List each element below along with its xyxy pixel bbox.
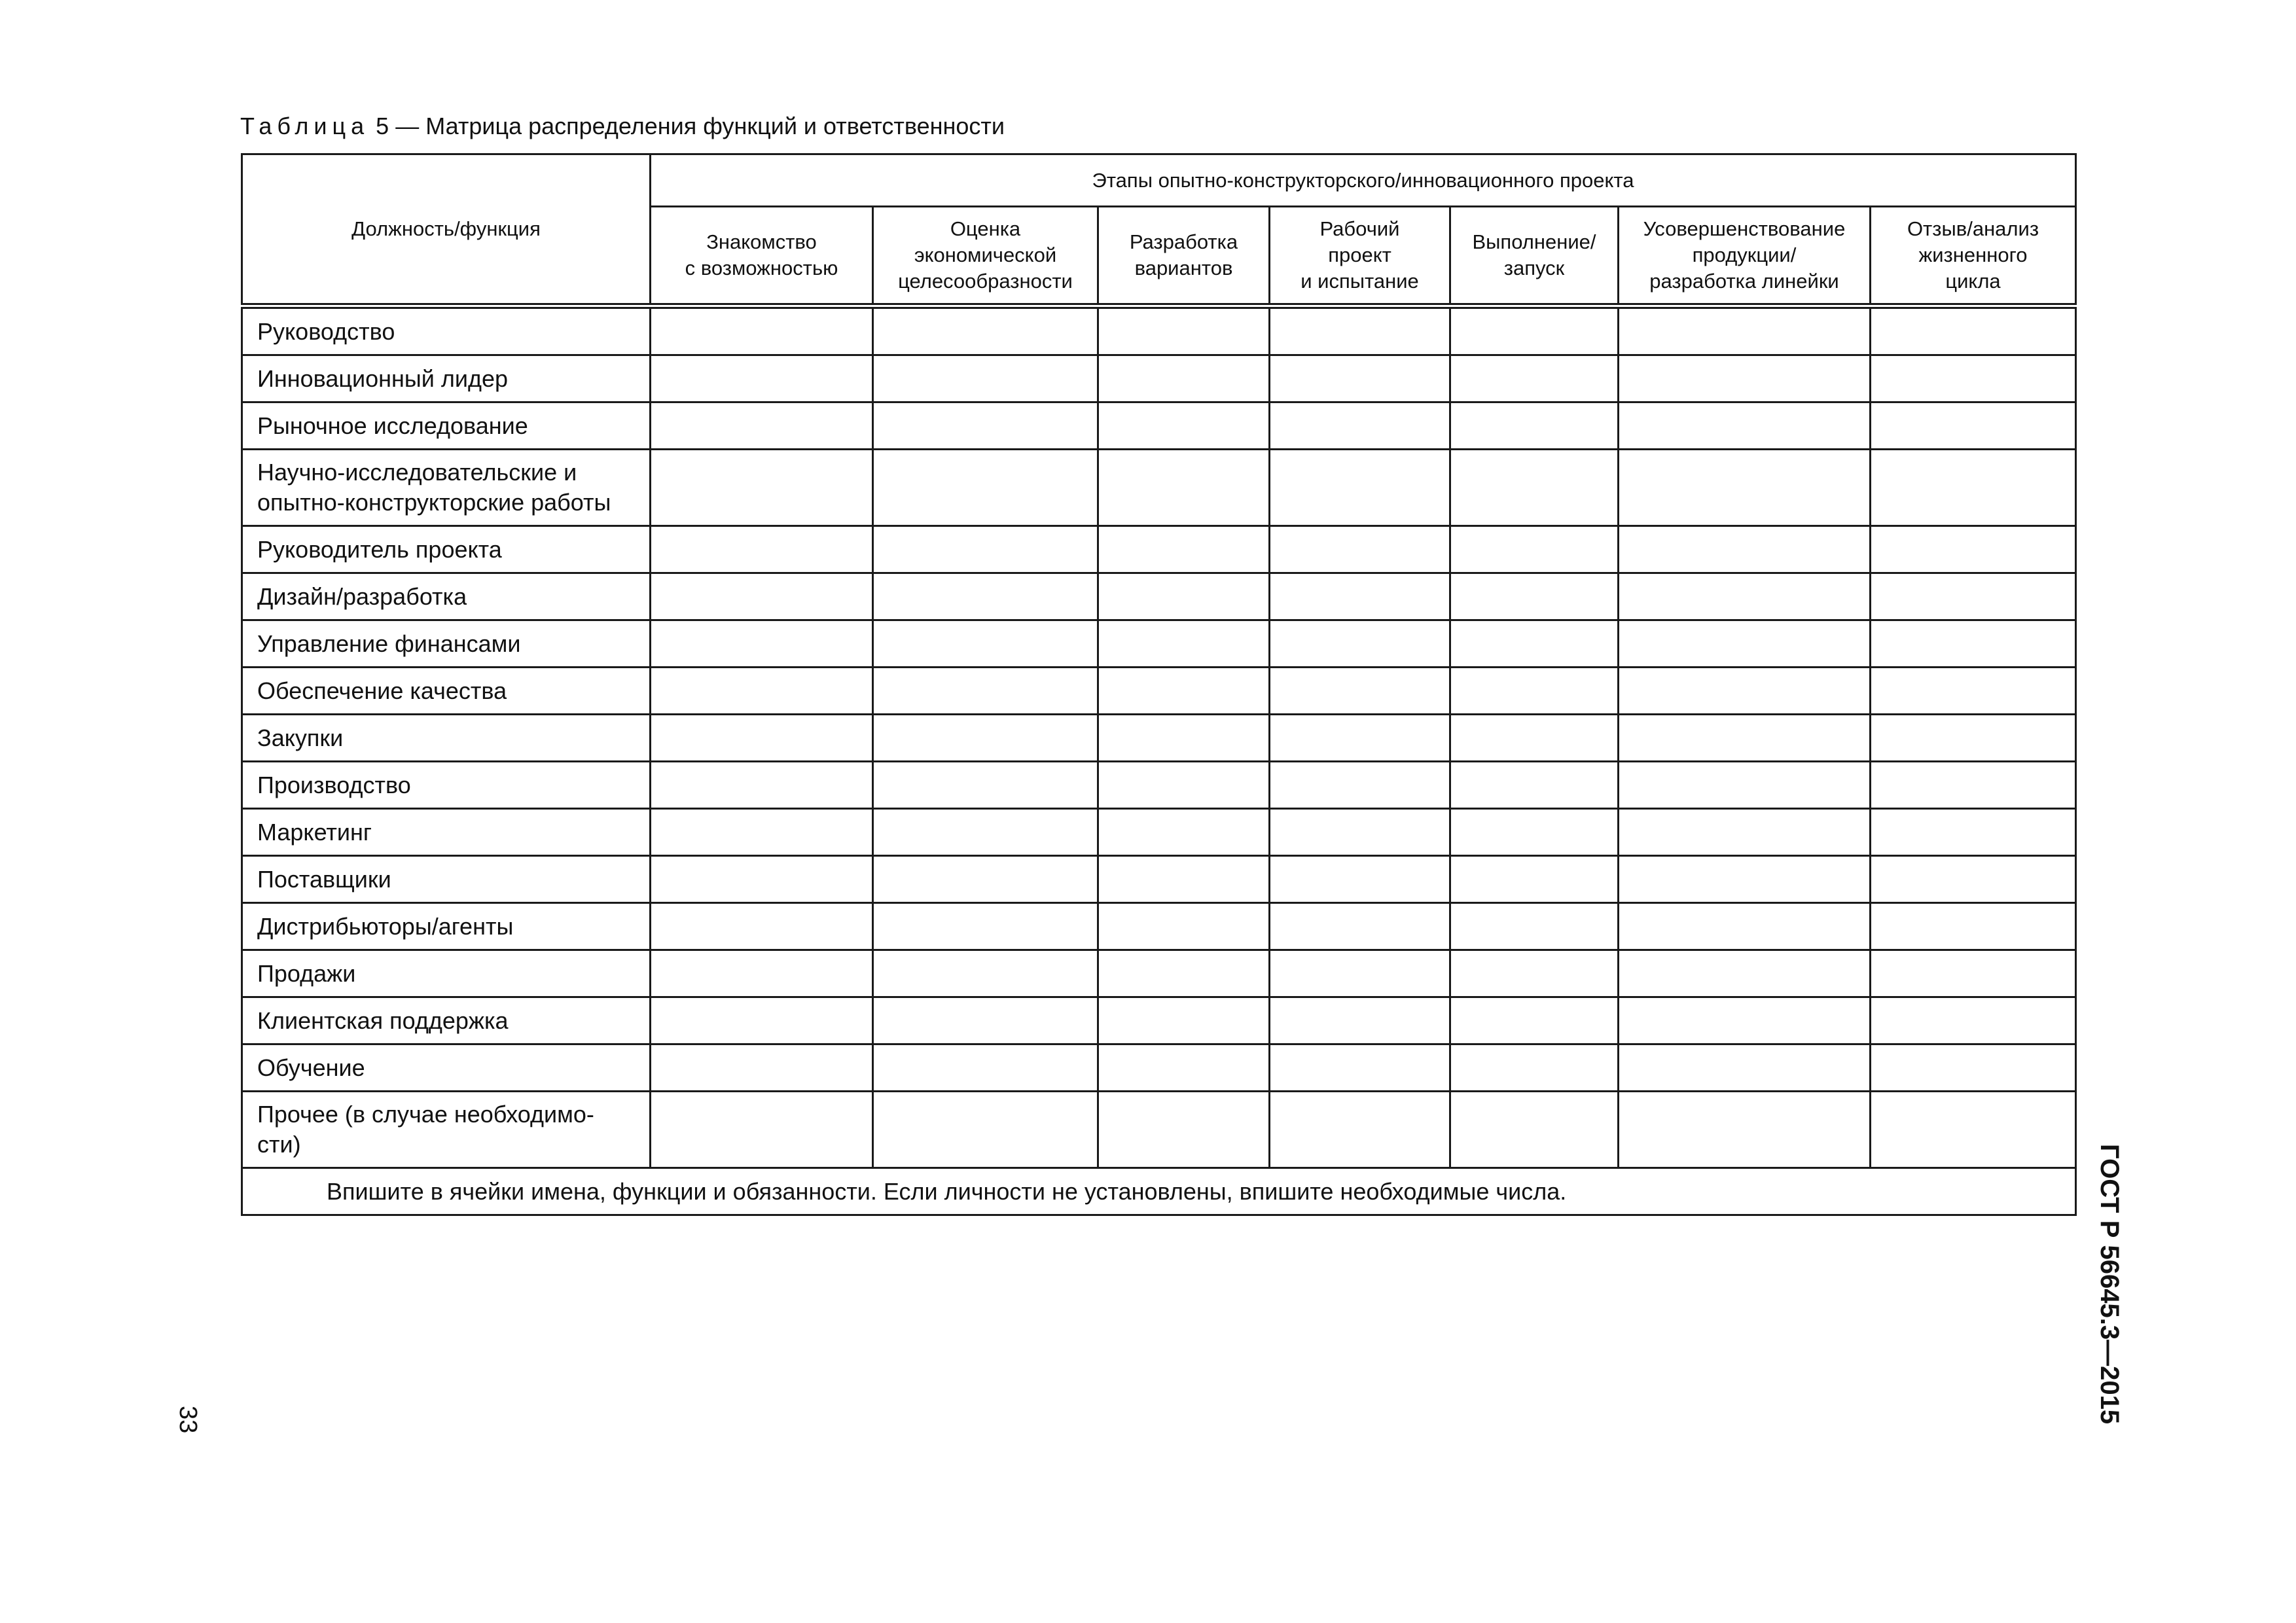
table-row <box>242 715 2076 762</box>
stage-header-cell <box>1450 207 1619 306</box>
function-label: Дизайн/разработка <box>257 582 467 610</box>
function-cell <box>242 668 651 715</box>
function-cell <box>242 950 651 997</box>
matrix-entry-cell[interactable] <box>873 950 1098 997</box>
stage-header-cell <box>1098 207 1270 306</box>
function-cell <box>242 620 651 668</box>
matrix-entry-cell[interactable] <box>873 715 1098 762</box>
function-label: Управление финансами <box>257 630 521 657</box>
function-label: Обучение <box>257 1054 365 1081</box>
matrix-entry-cell[interactable] <box>873 306 1098 355</box>
matrix-entry-cell[interactable] <box>651 402 873 450</box>
matrix-entry-cell[interactable] <box>1871 620 2076 668</box>
function-cell <box>242 1044 651 1092</box>
matrix-entry-cell[interactable] <box>1270 573 1450 620</box>
matrix-entry-cell[interactable] <box>1098 402 1270 450</box>
table-row <box>242 450 2076 526</box>
function-cell <box>242 573 651 620</box>
function-cell <box>242 715 651 762</box>
matrix-entry-cell[interactable] <box>1270 526 1450 573</box>
stages-group-header-label: Этапы опытно-конструкторского/инновационного проекта <box>1092 168 1634 192</box>
matrix-entry-cell[interactable] <box>651 668 873 715</box>
function-label: Маркетинг <box>257 818 372 846</box>
matrix-entry-cell[interactable] <box>1098 997 1270 1044</box>
matrix-entry-cell[interactable] <box>1450 526 1619 573</box>
stage-header-line: вариантов <box>1134 257 1233 279</box>
table-caption-label: Таблица <box>240 113 370 139</box>
stages-group-header-cell <box>651 154 2076 207</box>
matrix-entry-cell[interactable] <box>1270 450 1450 526</box>
matrix-entry-cell[interactable] <box>1871 355 2076 402</box>
function-label: Научно-исследовательские и <box>257 459 577 486</box>
matrix-entry-cell[interactable] <box>1270 856 1450 903</box>
matrix-entry-cell[interactable] <box>1450 402 1619 450</box>
matrix-entry-cell[interactable] <box>1270 997 1450 1044</box>
function-label: Инновационный лидер <box>257 365 509 392</box>
matrix-entry-cell[interactable] <box>1619 526 1871 573</box>
matrix-entry-cell[interactable] <box>873 355 1098 402</box>
function-label: сти) <box>257 1131 301 1158</box>
table-row <box>242 620 2076 668</box>
function-label: Руководство <box>257 317 395 345</box>
matrix-entry-cell[interactable] <box>651 1044 873 1092</box>
matrix-entry-cell[interactable] <box>1450 573 1619 620</box>
matrix-entry-cell[interactable] <box>1098 715 1270 762</box>
matrix-entry-cell[interactable] <box>1270 620 1450 668</box>
matrix-entry-cell[interactable] <box>1098 1044 1270 1092</box>
matrix-entry-cell[interactable] <box>1871 526 2076 573</box>
matrix-entry-cell[interactable] <box>1270 1044 1450 1092</box>
matrix-entry-cell[interactable] <box>1619 950 1871 997</box>
function-cell <box>242 355 651 402</box>
matrix-entry-cell[interactable] <box>1098 950 1270 997</box>
matrix-entry-cell[interactable] <box>651 950 873 997</box>
matrix-entry-cell[interactable] <box>1450 997 1619 1044</box>
matrix-entry-cell[interactable] <box>873 997 1098 1044</box>
stage-header-line: Разработка <box>1129 230 1238 253</box>
matrix-entry-cell[interactable] <box>1098 573 1270 620</box>
matrix-entry-cell[interactable] <box>1098 762 1270 809</box>
table-row <box>242 997 2076 1044</box>
matrix-entry-cell[interactable] <box>1619 903 1871 950</box>
table-footnote-row <box>242 1168 2076 1215</box>
matrix-entry-cell[interactable] <box>651 762 873 809</box>
matrix-entry-cell[interactable] <box>873 762 1098 809</box>
matrix-entry-cell[interactable] <box>651 573 873 620</box>
function-cell <box>242 450 651 526</box>
matrix-entry-cell[interactable] <box>1270 402 1450 450</box>
matrix-entry-cell[interactable] <box>651 997 873 1044</box>
matrix-entry-cell[interactable] <box>1619 668 1871 715</box>
stage-header-line: Оценка <box>950 217 1021 240</box>
matrix-entry-cell[interactable] <box>1450 809 1619 856</box>
matrix-entry-cell[interactable] <box>873 526 1098 573</box>
matrix-entry-cell[interactable] <box>1098 620 1270 668</box>
stage-header-line: Знакомство <box>706 230 817 253</box>
matrix-entry-cell[interactable] <box>1450 950 1619 997</box>
matrix-entry-cell[interactable] <box>873 668 1098 715</box>
table-row <box>242 306 2076 355</box>
matrix-entry-cell[interactable] <box>1619 450 1871 526</box>
matrix-entry-cell[interactable] <box>873 450 1098 526</box>
table-caption-separator: — <box>389 113 426 139</box>
matrix-entry-cell[interactable] <box>1450 856 1619 903</box>
matrix-entry-cell[interactable] <box>1871 997 2076 1044</box>
function-label: Поставщики <box>257 865 391 893</box>
stage-header-line: проект <box>1328 243 1391 266</box>
matrix-entry-cell[interactable] <box>1450 450 1619 526</box>
stage-header-line: разработка линейки <box>1649 270 1839 293</box>
matrix-entry-cell[interactable] <box>1098 903 1270 950</box>
matrix-entry-cell[interactable] <box>1098 668 1270 715</box>
function-label: Продажи <box>257 959 356 987</box>
stage-header-cell <box>1270 207 1450 306</box>
matrix-entry-cell[interactable] <box>1098 355 1270 402</box>
stage-header-cell <box>651 207 873 306</box>
matrix-entry-cell[interactable] <box>1871 402 2076 450</box>
matrix-entry-cell[interactable] <box>651 856 873 903</box>
matrix-entry-cell[interactable] <box>1619 573 1871 620</box>
matrix-entry-cell[interactable] <box>1270 715 1450 762</box>
matrix-entry-cell[interactable] <box>1098 809 1270 856</box>
function-label: Руководитель проекта <box>257 535 502 563</box>
stage-header-line: экономической <box>914 243 1057 266</box>
table-row <box>242 355 2076 402</box>
matrix-entry-cell[interactable] <box>1619 1092 1871 1168</box>
matrix-entry-cell[interactable] <box>1619 762 1871 809</box>
matrix-entry-cell[interactable] <box>1871 1044 2076 1092</box>
table-footnote: Впишите в ячейки имена, функции и обязанности. Если личности не установлены, впишите необходимые числа. <box>242 1168 2076 1215</box>
stage-header-line: и испытание <box>1300 270 1419 293</box>
table-row <box>242 950 2076 997</box>
matrix-entry-cell[interactable] <box>1450 1044 1619 1092</box>
stage-header-cell <box>1619 207 1871 306</box>
matrix-entry-cell[interactable] <box>1619 856 1871 903</box>
table-row <box>242 1044 2076 1092</box>
stage-header-line: Выполнение/ <box>1472 230 1596 253</box>
table-row <box>242 573 2076 620</box>
matrix-entry-cell[interactable] <box>1098 450 1270 526</box>
page-number: 33 <box>174 1406 202 1434</box>
matrix-entry-cell[interactable] <box>1619 402 1871 450</box>
matrix-entry-cell[interactable] <box>651 355 873 402</box>
function-cell <box>242 402 651 450</box>
function-label: опытно-конструкторские работы <box>257 489 611 516</box>
matrix-entry-cell[interactable] <box>873 620 1098 668</box>
matrix-entry-cell[interactable] <box>1871 573 2076 620</box>
function-cell <box>242 997 651 1044</box>
matrix-entry-cell[interactable] <box>651 526 873 573</box>
table-row <box>242 762 2076 809</box>
function-label: Обеспечение качества <box>257 677 507 704</box>
stage-header-line: цикла <box>1945 270 2001 293</box>
matrix-entry-cell[interactable] <box>1450 355 1619 402</box>
function-label: Дистрибьюторы/агенты <box>257 912 514 940</box>
matrix-entry-cell[interactable] <box>1871 715 2076 762</box>
matrix-entry-cell[interactable] <box>873 573 1098 620</box>
matrix-entry-cell[interactable] <box>1098 306 1270 355</box>
stage-header-line: запуск <box>1503 257 1565 279</box>
matrix-entry-cell[interactable] <box>1871 306 2076 355</box>
corner-header-label: Должность/функция <box>351 217 541 240</box>
matrix-entry-cell[interactable] <box>1270 809 1450 856</box>
stage-header-line: Усовершенствование <box>1643 217 1846 240</box>
stage-header-line: целесообразности <box>898 270 1073 293</box>
matrix-entry-cell[interactable] <box>1450 620 1619 668</box>
matrix-entry-cell[interactable] <box>1270 668 1450 715</box>
stage-header-line: Рабочий <box>1319 217 1400 240</box>
matrix-entry-cell[interactable] <box>651 903 873 950</box>
table-header-row <box>242 154 2076 207</box>
matrix-entry-cell[interactable] <box>1450 668 1619 715</box>
matrix-entry-cell[interactable] <box>1871 856 2076 903</box>
matrix-entry-cell[interactable] <box>651 450 873 526</box>
matrix-entry-cell[interactable] <box>873 1092 1098 1168</box>
stage-header-cell <box>873 207 1098 306</box>
stage-header-line: с возможностью <box>685 257 838 279</box>
matrix-entry-cell[interactable] <box>1871 903 2076 950</box>
matrix-entry-cell[interactable] <box>873 402 1098 450</box>
matrix-entry-cell[interactable] <box>1619 306 1871 355</box>
function-label: Закупки <box>257 724 344 751</box>
stage-header-line: Отзыв/анализ <box>1907 217 2039 240</box>
matrix-entry-cell[interactable] <box>1871 668 2076 715</box>
matrix-entry-cell[interactable] <box>1450 306 1619 355</box>
matrix-entry-cell[interactable] <box>651 620 873 668</box>
matrix-entry-cell[interactable] <box>1450 1092 1619 1168</box>
matrix-entry-cell[interactable] <box>1270 355 1450 402</box>
matrix-entry-cell[interactable] <box>651 809 873 856</box>
matrix-entry-cell[interactable] <box>1871 450 2076 526</box>
matrix-entry-cell[interactable] <box>1619 620 1871 668</box>
table-row <box>242 1092 2076 1168</box>
matrix-entry-cell[interactable] <box>1619 997 1871 1044</box>
table-caption <box>240 110 1005 143</box>
matrix-entry-cell[interactable] <box>1450 715 1619 762</box>
function-cell <box>242 1092 651 1168</box>
table-row <box>242 668 2076 715</box>
matrix-entry-cell[interactable] <box>1098 526 1270 573</box>
matrix-entry-cell[interactable] <box>651 715 873 762</box>
matrix-entry-cell[interactable] <box>1098 1092 1270 1168</box>
function-cell <box>242 809 651 856</box>
stage-header-line: продукции/ <box>1692 243 1797 266</box>
table-row <box>242 526 2076 573</box>
matrix-entry-cell[interactable] <box>1270 1092 1450 1168</box>
table-caption-number: 5 <box>376 113 389 139</box>
function-cell <box>242 526 651 573</box>
table-caption-title: Матрица распределения функций и ответственности <box>425 113 1005 139</box>
document-code: ГОСТ Р 56645.3—2015 <box>2095 1144 2124 1425</box>
matrix-entry-cell[interactable] <box>1619 355 1871 402</box>
matrix-entry-cell[interactable] <box>1619 809 1871 856</box>
table-row <box>242 809 2076 856</box>
stage-header-line: жизненного <box>1918 243 2028 266</box>
matrix-entry-cell[interactable] <box>1270 903 1450 950</box>
corner-header-cell <box>242 154 651 306</box>
table-row <box>242 903 2076 950</box>
matrix-entry-cell[interactable] <box>1619 1044 1871 1092</box>
matrix-entry-cell[interactable] <box>1450 903 1619 950</box>
matrix-entry-cell[interactable] <box>1270 950 1450 997</box>
matrix-entry-cell[interactable] <box>873 856 1098 903</box>
matrix-entry-cell[interactable] <box>1871 1092 2076 1168</box>
matrix-entry-cell[interactable] <box>1871 809 2076 856</box>
function-label: Прочее (в случае необходимо- <box>257 1101 594 1128</box>
function-label: Рыночное исследование <box>257 412 528 439</box>
matrix-entry-cell[interactable] <box>1270 306 1450 355</box>
function-cell <box>242 762 651 809</box>
responsibility-matrix-table <box>241 153 2077 1216</box>
function-label: Клиентская поддержка <box>257 1007 509 1034</box>
matrix-entry-cell[interactable] <box>873 809 1098 856</box>
stage-header-cell <box>1871 207 2076 306</box>
matrix-entry-cell[interactable] <box>1270 762 1450 809</box>
matrix-entry-cell[interactable] <box>1619 715 1871 762</box>
matrix-entry-cell[interactable] <box>1871 762 2076 809</box>
function-label: Производство <box>257 771 411 798</box>
matrix-entry-cell[interactable] <box>1098 856 1270 903</box>
matrix-entry-cell[interactable] <box>651 1092 873 1168</box>
function-cell <box>242 903 651 950</box>
function-cell <box>242 856 651 903</box>
matrix-entry-cell[interactable] <box>1871 950 2076 997</box>
matrix-entry-cell[interactable] <box>1450 762 1619 809</box>
table-row <box>242 402 2076 450</box>
matrix-entry-cell[interactable] <box>873 903 1098 950</box>
function-cell <box>242 306 651 355</box>
table-row <box>242 856 2076 903</box>
matrix-entry-cell[interactable] <box>873 1044 1098 1092</box>
matrix-entry-cell[interactable] <box>651 306 873 355</box>
